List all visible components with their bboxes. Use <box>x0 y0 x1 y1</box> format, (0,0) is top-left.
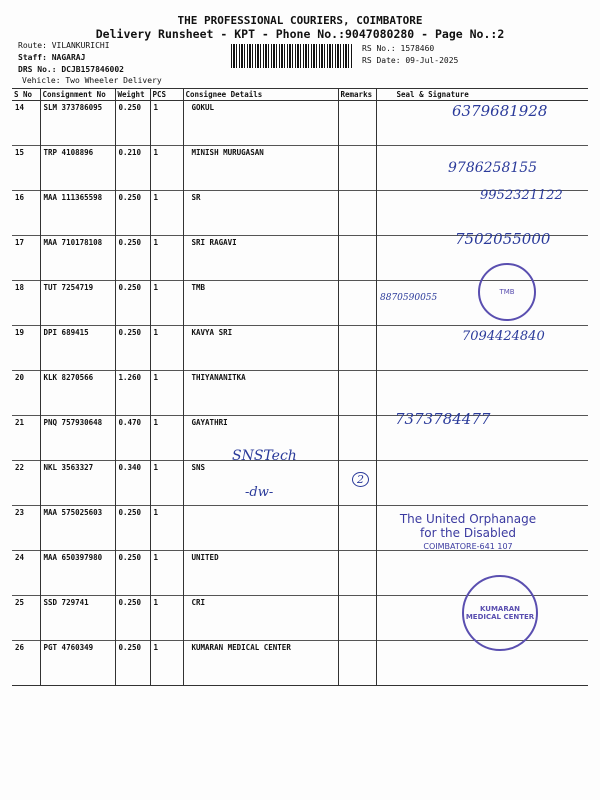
consignee-cell: UNITED <box>183 551 338 596</box>
sno-cell: 25 <box>12 596 40 641</box>
handwritten-phone: 6379681928 <box>452 102 548 120</box>
vehicle: Vehicle: Two Wheeler Delivery <box>22 76 162 85</box>
signature-cell <box>376 461 588 506</box>
staff: Staff: NAGARAJ <box>18 53 86 62</box>
weight-cell: 0.250 <box>115 551 150 596</box>
stamp-line: for the Disabled <box>420 526 516 540</box>
consignee-cell: GOKUL <box>183 101 338 146</box>
orphanage-stamp <box>393 512 543 554</box>
weight-cell: 0.250 <box>115 641 150 686</box>
sno-cell: 21 <box>12 416 40 461</box>
pcs-cell: 1 <box>150 281 183 326</box>
sno-cell: 24 <box>12 551 40 596</box>
remarks-cell <box>338 326 376 371</box>
pcs-cell: 1 <box>150 236 183 281</box>
consignee-cell: GAYATHRI <box>183 416 338 461</box>
handwritten-note: -dw- <box>245 485 274 500</box>
sno-cell: 20 <box>12 371 40 416</box>
pcs-cell: 1 <box>150 326 183 371</box>
runsheet-subtitle: Delivery Runsheet - KPT - Phone No.:9047080280 - Page No.:2 <box>95 27 505 41</box>
sno-cell: 18 <box>12 281 40 326</box>
barcode <box>231 44 353 68</box>
consignment-cell: MAA 710178108 <box>40 236 115 281</box>
consignment-cell: DPI 689415 <box>40 326 115 371</box>
pcs-cell: 1 <box>150 101 183 146</box>
weight-cell: 0.340 <box>115 461 150 506</box>
sno-cell: 15 <box>12 146 40 191</box>
pcs-cell: 1 <box>150 191 183 236</box>
col-pcs: PCS <box>150 89 183 101</box>
sno-cell: 22 <box>12 461 40 506</box>
kumaran-seal: KUMARAN MEDICAL CENTER <box>462 575 538 651</box>
route: Route: VILANKURICHI <box>18 41 110 50</box>
weight-cell: 0.250 <box>115 101 150 146</box>
pcs-cell: 1 <box>150 461 183 506</box>
consignment-cell: MAA 575025603 <box>40 506 115 551</box>
consignee-cell: CRI <box>183 596 338 641</box>
table-row <box>12 461 588 506</box>
pcs-cell: 1 <box>150 416 183 461</box>
col-seal: Seal & Signature <box>376 89 588 101</box>
tmb-seal: TMB <box>478 263 536 321</box>
consignee-cell: KAVYA SRI <box>183 326 338 371</box>
remarks-cell <box>338 236 376 281</box>
signature-cell <box>376 371 588 416</box>
stamp-line: The United Orphanage <box>399 512 537 526</box>
consignment-cell: MAA 111365598 <box>40 191 115 236</box>
weight-cell: 1.260 <box>115 371 150 416</box>
consignment-cell: SSD 729741 <box>40 596 115 641</box>
weight-cell: 0.250 <box>115 506 150 551</box>
handwritten-note: SNSTech <box>232 448 297 464</box>
pcs-cell: 1 <box>150 551 183 596</box>
consignee-cell: SR <box>183 191 338 236</box>
col-weight: Weight <box>115 89 150 101</box>
consignment-cell: MAA 650397980 <box>40 551 115 596</box>
remarks-cell <box>338 101 376 146</box>
rs-number: RS No.: 1578460 <box>362 44 435 53</box>
remarks-cell <box>338 146 376 191</box>
handwritten-note: 2 <box>352 472 369 487</box>
sno-cell: 17 <box>12 236 40 281</box>
pcs-cell: 1 <box>150 596 183 641</box>
handwritten-phone: 7502055000 <box>455 230 551 248</box>
col-sno: S No <box>12 89 40 101</box>
rs-date: RS Date: 09-Jul-2025 <box>362 56 459 65</box>
handwritten-phone: 9952321122 <box>480 188 563 203</box>
signature-cell <box>376 641 588 686</box>
consignment-cell: TUT 7254719 <box>40 281 115 326</box>
handwritten-phone: 7094424840 <box>462 329 545 344</box>
stamp-line: COIMBATORE-641 107 <box>423 542 513 551</box>
consignment-cell: PGT 4760349 <box>40 641 115 686</box>
company-title: THE PROFESSIONAL COURIERS, COIMBATORE <box>177 14 423 27</box>
weight-cell: 0.250 <box>115 236 150 281</box>
handwritten-phone: 9786258155 <box>448 160 538 176</box>
table-row <box>12 416 588 461</box>
consignee-cell: SNS <box>183 461 338 506</box>
consignment-cell: SLM 373786095 <box>40 101 115 146</box>
consignee-cell <box>183 506 338 551</box>
remarks-cell <box>338 371 376 416</box>
weight-cell: 0.250 <box>115 596 150 641</box>
drs-number: DRS No.: DCJB157846002 <box>18 65 124 74</box>
consignee-cell: MINISH MURUGASAN <box>183 146 338 191</box>
remarks-cell <box>338 416 376 461</box>
sno-cell: 16 <box>12 191 40 236</box>
col-consignment: Consignment No <box>40 89 115 101</box>
table-header <box>12 89 588 101</box>
weight-cell: 0.470 <box>115 416 150 461</box>
col-consignee: Consignee Details <box>183 89 338 101</box>
consignee-cell: THIYANANITKA <box>183 371 338 416</box>
consignment-cell: NKL 3563327 <box>40 461 115 506</box>
pcs-cell: 1 <box>150 641 183 686</box>
remarks-cell <box>338 281 376 326</box>
weight-cell: 0.250 <box>115 281 150 326</box>
consignee-cell: SRI RAGAVI <box>183 236 338 281</box>
remarks-cell <box>338 596 376 641</box>
consignment-cell: PNQ 757930648 <box>40 416 115 461</box>
sno-cell: 19 <box>12 326 40 371</box>
table-row <box>12 371 588 416</box>
sno-cell: 26 <box>12 641 40 686</box>
pcs-cell: 1 <box>150 371 183 416</box>
sno-cell: 14 <box>12 101 40 146</box>
handwritten-phone: 8870590055 <box>380 293 438 303</box>
consignee-cell: TMB <box>183 281 338 326</box>
remarks-cell <box>338 551 376 596</box>
col-remarks: Remarks <box>338 89 376 101</box>
weight-cell: 0.210 <box>115 146 150 191</box>
weight-cell: 0.250 <box>115 191 150 236</box>
remarks-cell <box>338 506 376 551</box>
consignment-cell: TRP 4108896 <box>40 146 115 191</box>
consignment-cell: KLK 8270566 <box>40 371 115 416</box>
pcs-cell: 1 <box>150 146 183 191</box>
remarks-cell <box>338 191 376 236</box>
weight-cell: 0.250 <box>115 326 150 371</box>
pcs-cell: 1 <box>150 506 183 551</box>
remarks-cell <box>338 641 376 686</box>
consignee-cell: KUMARAN MEDICAL CENTER <box>183 641 338 686</box>
handwritten-phone: 7373784477 <box>395 410 491 428</box>
sno-cell: 23 <box>12 506 40 551</box>
